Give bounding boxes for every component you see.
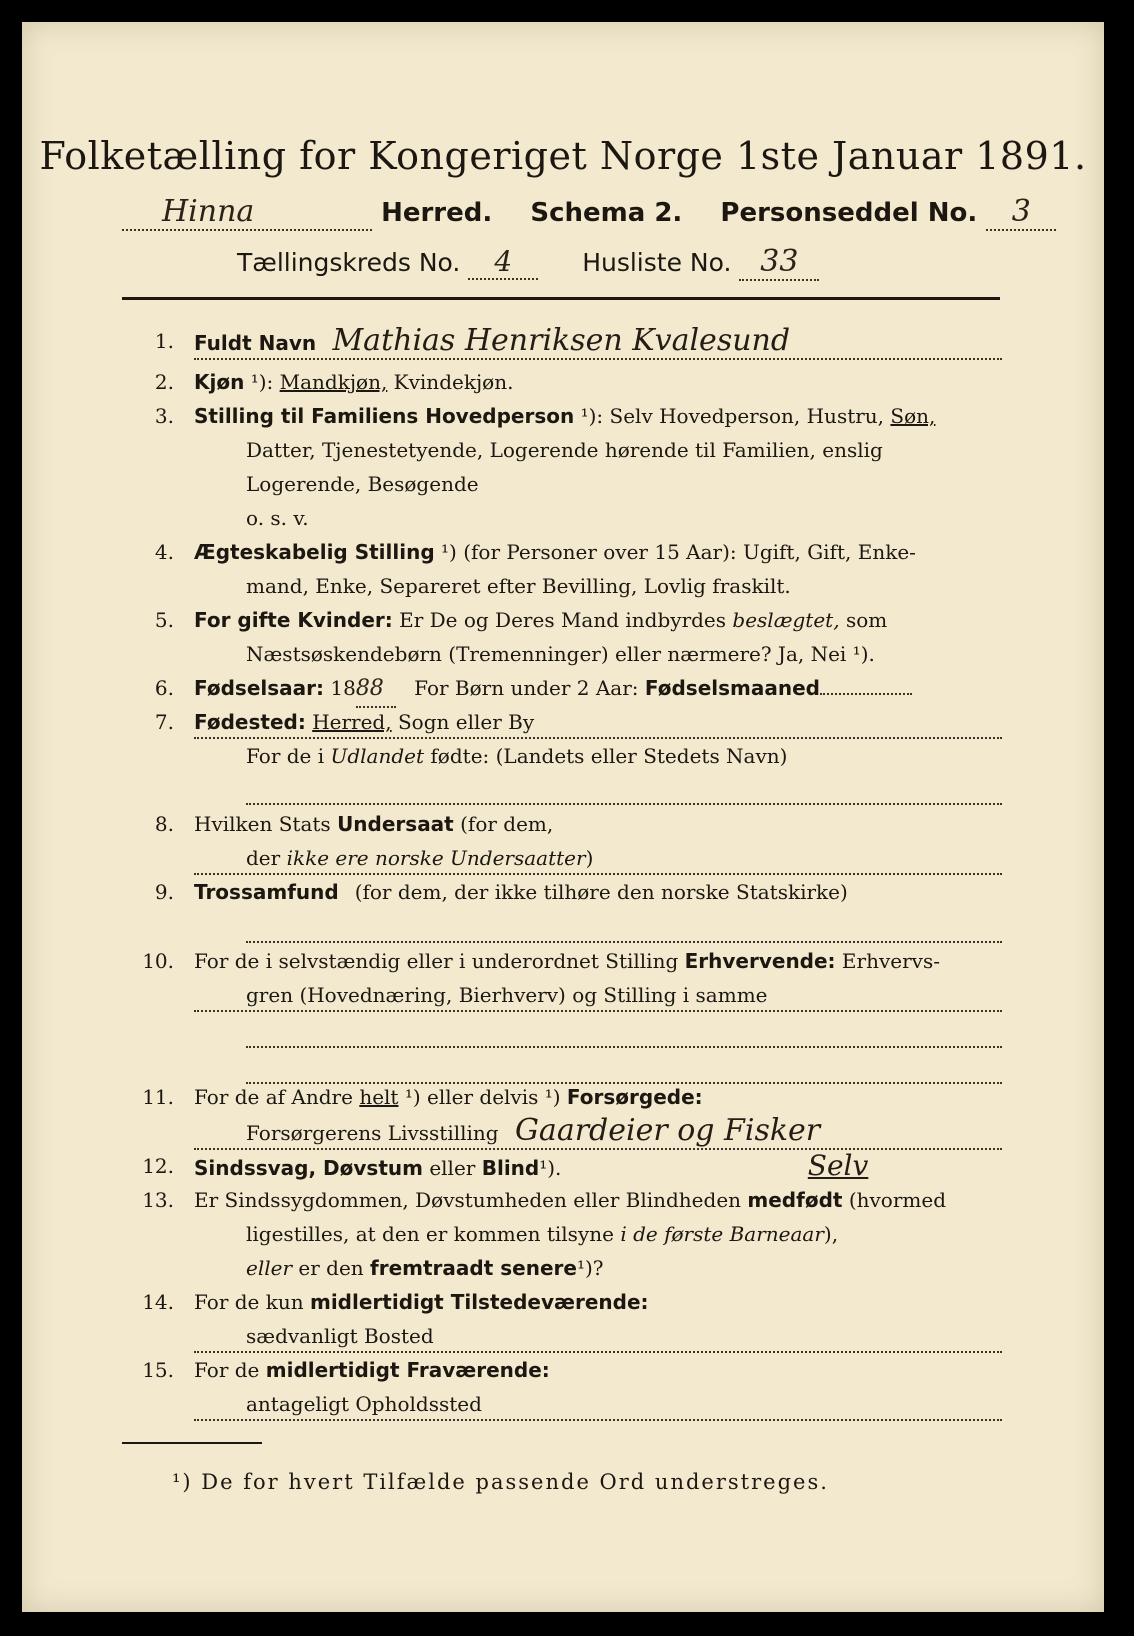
medfodt-text-a: Er Sindssygdommen, Døvstumheden eller Blindheden <box>194 1188 742 1212</box>
sindssvag-text: eller <box>429 1156 476 1180</box>
erhverv-field-1 <box>246 1012 1002 1048</box>
question-number: 12. <box>142 1154 174 1178</box>
fodselsmaaned-field <box>820 693 912 695</box>
herred-value: Hinna <box>162 194 255 229</box>
fodselsaar-label: Fødselsaar: <box>194 676 324 700</box>
question-number: 10. <box>142 949 174 973</box>
question-number: 11. <box>142 1085 174 1109</box>
kjon-footnote-mark: ¹): <box>250 370 274 394</box>
forsorgede-label: Forsørgede: <box>566 1085 703 1109</box>
gifte-kvinder-text-b: Næstsøskendebørn (Tremenninger) eller nærmere? Ja, Nei ¹). <box>246 642 875 666</box>
sindssvag-footnote-mark: ¹). <box>539 1156 562 1180</box>
livsstilling-label: Forsørgerens Livsstilling <box>246 1121 499 1145</box>
header-divider <box>122 297 1000 300</box>
census-form-sheet <box>22 22 1104 1612</box>
forsorgede-text-a: For de af Andre <box>194 1085 353 1109</box>
trossamfund-text: (for dem, der ikke tilhøre den norske Statskirke) <box>354 880 848 904</box>
stilling-option-son: Søn, <box>890 404 936 428</box>
question-number: 4. <box>154 540 174 564</box>
undersaat-text-a: Hvilken Stats <box>194 812 331 836</box>
kjon-option-mandkjon: Mandkjøn, <box>279 370 388 394</box>
undersaat-text-c: der <box>246 846 281 870</box>
erhverv-field-2 <box>246 1048 1002 1084</box>
question-number: 8. <box>154 812 174 836</box>
personseddel-field <box>986 194 1056 231</box>
gifte-kvinder-italic: beslægtet, <box>732 608 840 632</box>
stilling-options-a: ¹): Selv Hovedperson, Hustru, <box>580 404 885 428</box>
erhverv-text-c: gren (Hovednæring, Bierhverv) og Stilling i samme <box>194 978 1002 1012</box>
fuldt-navn-value: Mathias Henriksen Kvalesund <box>332 323 791 358</box>
fravaerende-label: midlertidigt Fraværende: <box>265 1358 550 1382</box>
trossamfund-label: Trossamfund <box>194 880 339 904</box>
fodested-text: Sogn eller By <box>397 710 535 734</box>
opholdssted-label: antageligt Opholdssted <box>194 1387 1002 1421</box>
udlandet-text-b: fødte: (Landets eller Stedets Navn) <box>430 744 788 768</box>
medfodt-text-c: ligestilles, at den er kommen tilsyne <box>246 1222 614 1246</box>
header-line-taellingskreds <box>237 244 819 281</box>
personseddel-value: 3 <box>1011 194 1031 229</box>
tilstede-label: midlertidigt Tilstedeværende: <box>309 1290 649 1314</box>
question-number: 3. <box>154 404 174 428</box>
sindssvag-value: Selv <box>807 1149 869 1182</box>
undersaat-paren: ) <box>585 846 594 870</box>
livsstilling-value: Gaardeier og Fisker <box>514 1113 821 1148</box>
stilling-label: Stilling til Familiens Hovedperson <box>194 404 575 428</box>
kjon-option-kvindekjon: Kvindekjøn. <box>393 370 514 394</box>
personseddel-label: Personseddel No. <box>720 198 978 228</box>
undersaat-label: Undersaat <box>337 812 454 836</box>
fodselsaar-value: 88 <box>355 676 384 701</box>
aegteskabelig-options-b: mand, Enke, Separeret efter Bevilling, Lovlig fraskilt. <box>246 574 791 598</box>
udlandet-field <box>246 773 1002 805</box>
bosted-label: sædvanligt Bosted <box>194 1319 1002 1353</box>
question-number: 5. <box>154 608 174 632</box>
header-line-herred <box>122 194 1031 234</box>
question-number: 9. <box>154 880 174 904</box>
forsorgede-option-helt: helt <box>359 1085 399 1109</box>
gifte-kvinder-text: Er De og Deres Mand indbyrdes <box>399 608 727 632</box>
footnote: ¹) De for hvert Tilfælde passende Ord understreges. <box>172 1470 829 1494</box>
senere-italic: eller <box>246 1256 293 1280</box>
senere-text-a: er den <box>298 1256 364 1280</box>
blind-label: Blind <box>481 1156 540 1180</box>
husliste-value: 33 <box>760 244 799 279</box>
question-number: 15. <box>142 1358 174 1382</box>
fodselsmaaned-label: Fødselsmaaned <box>644 676 820 700</box>
husliste-label: Husliste No. <box>582 248 732 277</box>
sindssvag-label: Sindssvag, Døvstum <box>194 1156 423 1180</box>
medfodt-label: medfødt <box>747 1188 843 1212</box>
herred-label: Herred. <box>381 198 493 228</box>
kjon-label: Kjøn <box>194 370 245 394</box>
taellingskreds-field <box>468 245 538 280</box>
question-number: 13. <box>142 1188 174 1212</box>
fodselsaar-prefix: 18 <box>330 676 356 700</box>
aegteskabelig-label: Ægteskabelig Stilling <box>194 540 435 564</box>
aegteskabelig-options-a: ¹) (for Personer over 15 Aar): Ugift, Gift, Enke- <box>441 540 916 564</box>
form-title: Folketælling for Kongeriget Norge 1ste Januar 1891. <box>39 134 1087 178</box>
trossamfund-field <box>246 909 1002 943</box>
medfodt-italic: i de første Barneaar <box>620 1222 824 1246</box>
schema-label: Schema 2. <box>530 198 683 228</box>
fodselsaar-field <box>356 671 396 708</box>
fodested-label: Fødested: <box>194 710 306 734</box>
erhverv-text-b: Erhvervs- <box>841 949 940 973</box>
herred-field <box>122 194 372 231</box>
stilling-options-d: o. s. v. <box>246 506 309 530</box>
taellingskreds-label: Tællingskreds No. <box>237 248 461 277</box>
question-number: 14. <box>142 1290 174 1314</box>
fodested-option-herred: Herred, <box>312 710 392 734</box>
medfodt-text-b: (hvormed <box>848 1188 946 1212</box>
husliste-field <box>739 244 819 281</box>
udlandet-text-a: For de i <box>246 744 325 768</box>
undersaat-text-b: (for dem, <box>460 812 554 836</box>
stilling-options-b: Datter, Tjenestetyende, Logerende hørende til Familien, enslig <box>246 438 883 462</box>
senere-text-b: ¹)? <box>576 1256 604 1280</box>
fuldt-navn-label: Fuldt Navn <box>194 331 317 355</box>
erhverv-text-a: For de i selvstændig eller i underordnet Stilling <box>194 949 679 973</box>
tilstede-text: For de kun <box>194 1290 304 1314</box>
undersaat-italic: ikke ere norske Undersaatter <box>286 846 586 870</box>
forsorgede-text-b: ¹) eller delvis ¹) <box>404 1085 561 1109</box>
question-number: 1. <box>154 329 174 353</box>
question-number: 6. <box>154 676 174 700</box>
gifte-kvinder-text-end: som <box>845 608 888 632</box>
question-1 <box>122 324 1002 364</box>
stilling-options-c: Logerende, Besøgende <box>246 472 479 496</box>
taellingskreds-value: 4 <box>494 245 513 278</box>
erhvervende-label: Erhvervende: <box>684 949 836 973</box>
fodselsaar-text: For Børn under 2 Aar: <box>414 676 639 700</box>
footnote-divider <box>122 1442 262 1444</box>
gifte-kvinder-label: For gifte Kvinder: <box>194 608 393 632</box>
fravaerende-text: For de <box>194 1358 260 1382</box>
question-number: 7. <box>154 710 174 734</box>
udlandet-italic: Udlandet <box>330 744 425 768</box>
question-number: 2. <box>154 370 174 394</box>
medfodt-text-d: ), <box>823 1222 839 1246</box>
senere-label: fremtraadt senere <box>370 1256 577 1280</box>
